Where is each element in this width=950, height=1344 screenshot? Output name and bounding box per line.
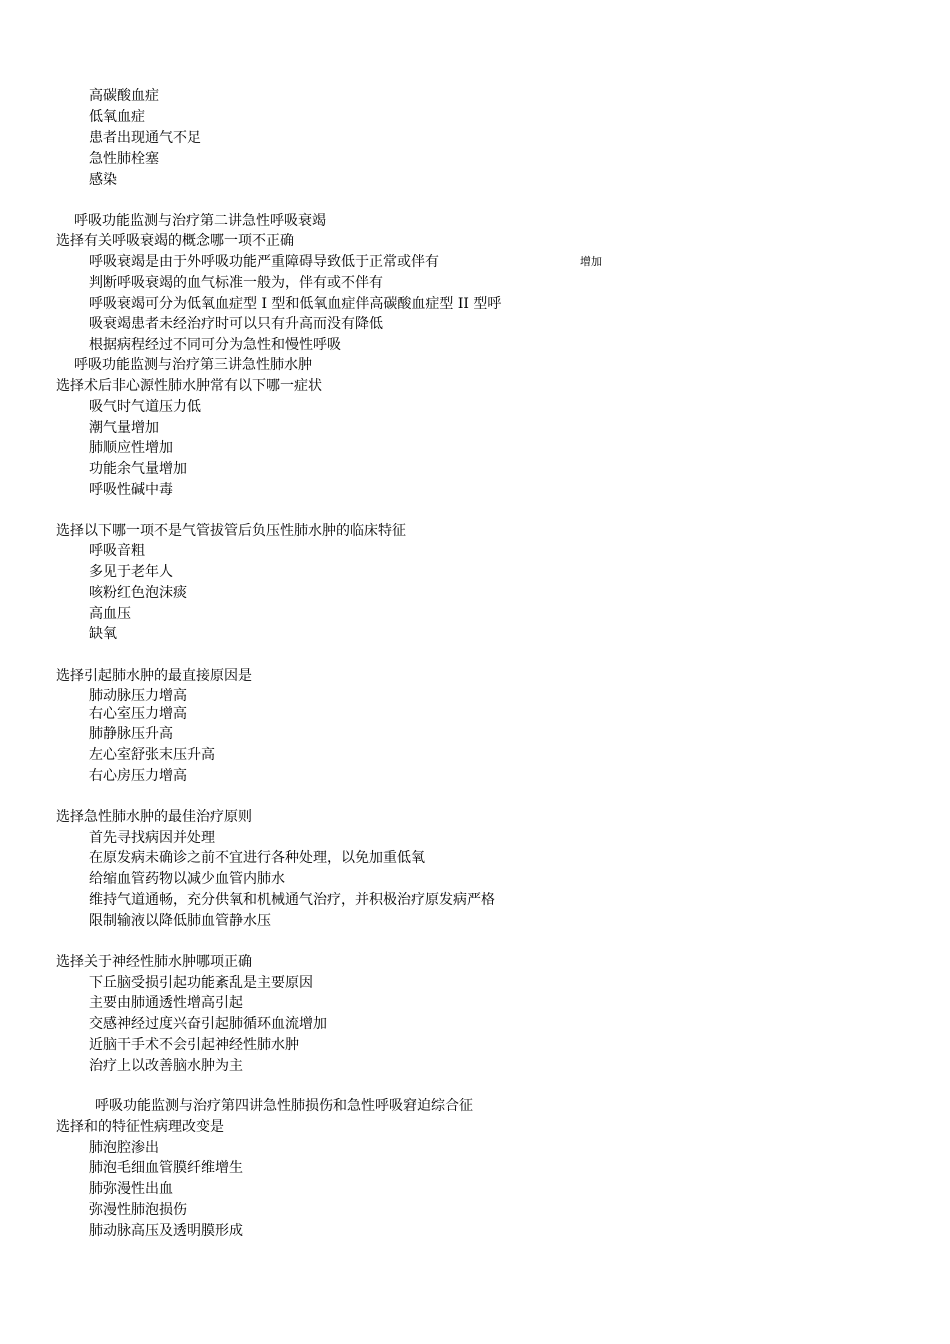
option-line: 肺动脉高压及透明膜形成 bbox=[89, 1223, 243, 1239]
option-line: 肺动脉压力增高 bbox=[89, 688, 187, 704]
option-line: 在原发病未确诊之前不宜进行各种处理，以免加重低氧 bbox=[89, 850, 425, 866]
option-line: 呼吸音粗 bbox=[89, 543, 145, 559]
option-line: 肺泡毛细血管膜纤维增生 bbox=[89, 1160, 243, 1176]
side-note: 增加 bbox=[580, 255, 602, 268]
question-text: 选择和的特征性病理改变是 bbox=[56, 1119, 224, 1135]
option-line: 弥漫性肺泡损伤 bbox=[89, 1202, 187, 1218]
question-text: 选择关于神经性肺水肿哪项正确 bbox=[56, 954, 252, 970]
option-line: 感染 bbox=[89, 172, 117, 188]
question-text: 选择术后非心源性肺水肿常有以下哪一症状 bbox=[56, 378, 322, 394]
question-text: 选择急性肺水肿的最佳治疗原则 bbox=[56, 809, 252, 825]
option-line: 肺泡腔渗出 bbox=[89, 1140, 159, 1156]
option-line: 给缩血管药物以减少血管内肺水 bbox=[89, 871, 285, 887]
question-text: 选择引起肺水肿的最直接原因是 bbox=[56, 668, 252, 684]
option-line: 缺氧 bbox=[89, 626, 117, 642]
option-line: 限制输液以降低肺血管静水压 bbox=[89, 913, 271, 929]
option-line: 肺静脉压升高 bbox=[89, 726, 173, 742]
option-line: 根据病程经过不同可分为急性和慢性呼吸 bbox=[89, 337, 341, 353]
option-line: 主要由肺通透性增高引起 bbox=[89, 995, 243, 1011]
option-line: 高碳酸血症 bbox=[89, 88, 159, 104]
option-line: 肺顺应性增加 bbox=[89, 440, 173, 456]
question-text: 选择以下哪一项不是气管拔管后负压性肺水肿的临床特征 bbox=[56, 523, 406, 539]
option-line: 吸衰竭患者未经治疗时可以只有升高而没有降低 bbox=[89, 316, 383, 332]
option-line: 多见于老年人 bbox=[89, 564, 173, 580]
option-line: 患者出现通气不足 bbox=[89, 130, 201, 146]
option-line: 右心房压力增高 bbox=[89, 768, 187, 784]
option-line: 判断呼吸衰竭的血气标准一般为，伴有或不伴有 bbox=[89, 275, 383, 291]
option-line: 右心室压力增高 bbox=[89, 706, 187, 722]
option-line: 功能余气量增加 bbox=[89, 461, 187, 477]
option-line: 急性肺栓塞 bbox=[89, 151, 159, 167]
option-line: 下丘脑受损引起功能紊乱是主要原因 bbox=[89, 975, 313, 991]
option-line: 咳粉红色泡沫痰 bbox=[89, 585, 187, 601]
option-line: 肺弥漫性出血 bbox=[89, 1181, 173, 1197]
option-line: 低氧血症 bbox=[89, 109, 145, 125]
section-title: 呼吸功能监测与治疗第四讲急性肺损伤和急性呼吸窘迫综合征 bbox=[95, 1098, 473, 1114]
section-title: 呼吸功能监测与治疗第三讲急性肺水肿 bbox=[74, 357, 312, 373]
option-line: 潮气量增加 bbox=[89, 420, 159, 436]
option-line: 近脑干手术不会引起神经性肺水肿 bbox=[89, 1037, 299, 1053]
option-line: 呼吸衰竭可分为低氧血症型 I 型和低氧血症伴高碳酸血症型 II 型呼 bbox=[89, 296, 502, 312]
option-line: 维持气道通畅，充分供氧和机械通气治疗，并积极治疗原发病严格 bbox=[89, 892, 495, 908]
question-text: 选择有关呼吸衰竭的概念哪一项不正确 bbox=[56, 233, 294, 249]
option-line: 高血压 bbox=[89, 606, 131, 622]
option-line: 吸气时气道压力低 bbox=[89, 399, 201, 415]
option-line: 治疗上以改善脑水肿为主 bbox=[89, 1058, 243, 1074]
section-title: 呼吸功能监测与治疗第二讲急性呼吸衰竭 bbox=[74, 213, 326, 229]
option-line: 首先寻找病因并处理 bbox=[89, 830, 215, 846]
option-line: 交感神经过度兴奋引起肺循环血流增加 bbox=[89, 1016, 327, 1032]
option-line: 呼吸性碱中毒 bbox=[89, 482, 173, 498]
option-line: 左心室舒张末压升高 bbox=[89, 747, 215, 763]
option-line: 呼吸衰竭是由于外呼吸功能严重障碍导致低于正常或伴有 bbox=[89, 254, 439, 270]
